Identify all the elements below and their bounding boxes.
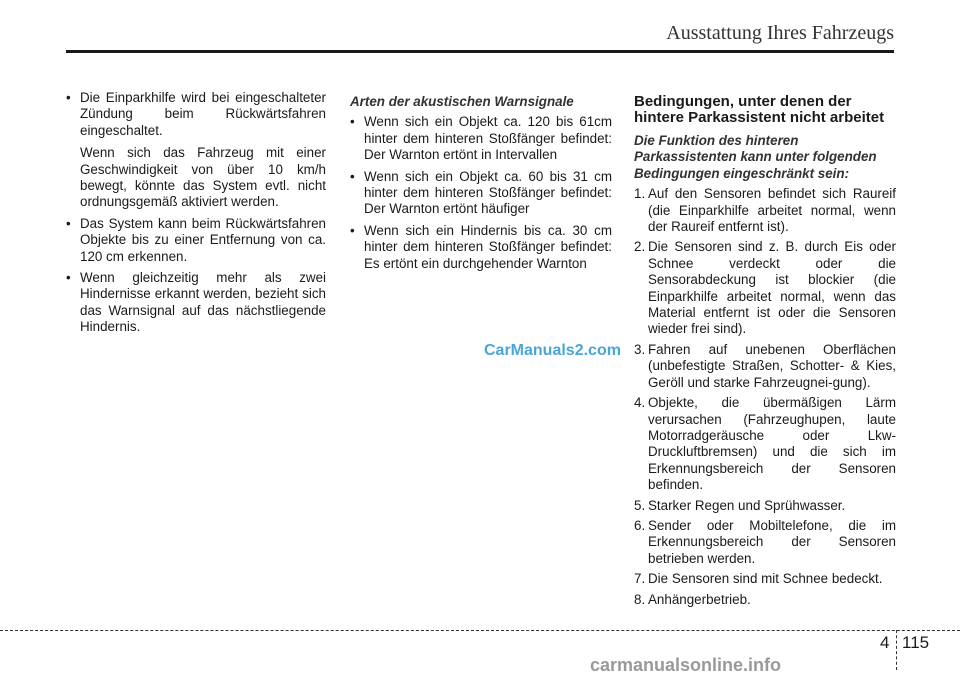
bullet-list — [350, 114, 612, 272]
item-number: 2. — [634, 239, 646, 255]
footer-divider — [896, 630, 897, 670]
bullet-text: Die Einparkhilfe wird bei eingeschalteter Zündung beim Rückwärtsfahren eingeschaltet. — [80, 90, 326, 138]
item-text: Die Sensoren sind mit Schnee bedeckt. — [648, 571, 883, 587]
item-number: 7. — [634, 571, 646, 587]
item-number: 6. — [634, 517, 646, 533]
list-item — [634, 342, 896, 391]
numbered-list — [634, 186, 896, 608]
item-number: 3. — [634, 341, 646, 357]
column-middle — [350, 90, 612, 277]
section-subtitle: Die Funktion des hinteren Parkassistenten kann unter folgenden Bedingungen eingeschränkt sein: — [634, 133, 877, 181]
chapter-number: 4 — [880, 633, 890, 652]
footer-rule — [0, 630, 960, 631]
footer-logo-link[interactable]: carmanualsonline.info — [590, 655, 782, 675]
bullet-extra-paragraph: Wenn sich das Fahrzeug mit einer Geschwindigkeit von über 10 km/h bewegt, könnte das System evtl. nicht ordnungsgemäß aktiviert werden. — [80, 145, 326, 210]
item-text: Anhängerbetrieb. — [648, 591, 751, 607]
list-item — [634, 239, 896, 337]
list-item — [634, 395, 896, 493]
list-item — [634, 592, 896, 608]
bullet-text: Wenn gleichzeitig mehr als zwei Hindernisse erkannt werden, bezieht sich das Warnsignal auf das nächstliegende Hindernis. — [80, 270, 326, 335]
list-item — [66, 216, 326, 265]
item-number: 4. — [634, 395, 646, 411]
page-header-title: Ausstattung Ihres Fahrzeugs — [666, 22, 894, 44]
list-item: • Wenn sich ein Objekt ca. 120 bis 61cm hinter dem hinteren Stoßfänger befindet: Der Warnton ertönt in Intervallen — [350, 114, 612, 163]
list-item — [634, 571, 896, 587]
watermark-link[interactable]: CarManuals2.com — [484, 342, 621, 359]
item-text: Fahren auf unebenen Oberflächen (unbefestigte Straßen, Schotter- & Kies, Geröll und starke Fahrzeugnei-gung). — [648, 341, 896, 390]
list-item: • Wenn sich ein Hindernis bis ca. 30 cm hinter dem hinteren Stoßfänger befindet: Es ertönt ein durchgehender Warnton — [350, 223, 612, 272]
column-right — [634, 90, 896, 612]
item-text: Sender oder Mobiltelefone, die im Erkennungsbereich der Sensoren betrieben werden. — [648, 517, 896, 566]
bullet-list — [66, 90, 326, 336]
list-item — [634, 186, 896, 235]
list-item — [66, 270, 326, 336]
item-text: Starker Regen und Sprühwasser. — [648, 497, 846, 513]
item-text: Objekte, die übermäßigen Lärm verursachen (Fahrzeughupen, laute Motorradgeräusche oder Lkw-Druckluftbremsen) und die sich im Erkennungsbereich der Sensoren befinden. — [648, 395, 896, 493]
bullet-text: Das System kann beim Rückwärtsfahren Objekte bis zu einer Entfernung von ca. 120 cm erkennen. — [80, 215, 326, 264]
section-subtitle: Arten der akustischen Warnsignale — [350, 94, 574, 109]
list-item — [634, 518, 896, 567]
item-number: 8. — [634, 591, 646, 607]
list-item — [66, 90, 326, 211]
page-number: 115 — [902, 633, 930, 652]
list-item — [634, 498, 896, 514]
header-rule — [66, 50, 894, 53]
column-left — [66, 90, 326, 341]
item-text: Auf den Sensoren befindet sich Raureif (die Einparkhilfe arbeitet normal, wenn der Raureif entfernt ist). — [648, 186, 896, 235]
item-number: 1. — [634, 186, 646, 202]
item-number: 5. — [634, 497, 646, 513]
section-title: Bedingungen, unter denen der hintere Parkassistent nicht arbeitet — [634, 93, 885, 126]
list-item: • Wenn sich ein Objekt ca. 60 bis 31 cm hinter dem hinteren Stoßfänger befindet: Der Warnton ertönt häufiger — [350, 169, 612, 218]
item-text: Die Sensoren sind z. B. durch Eis oder Schnee verdeckt oder die Sensorabdeckung ist blockier (die Einparkhilfe arbeitet normal, wenn das Material entfernt ist oder die Sensoren wieder frei sind). — [648, 239, 896, 337]
